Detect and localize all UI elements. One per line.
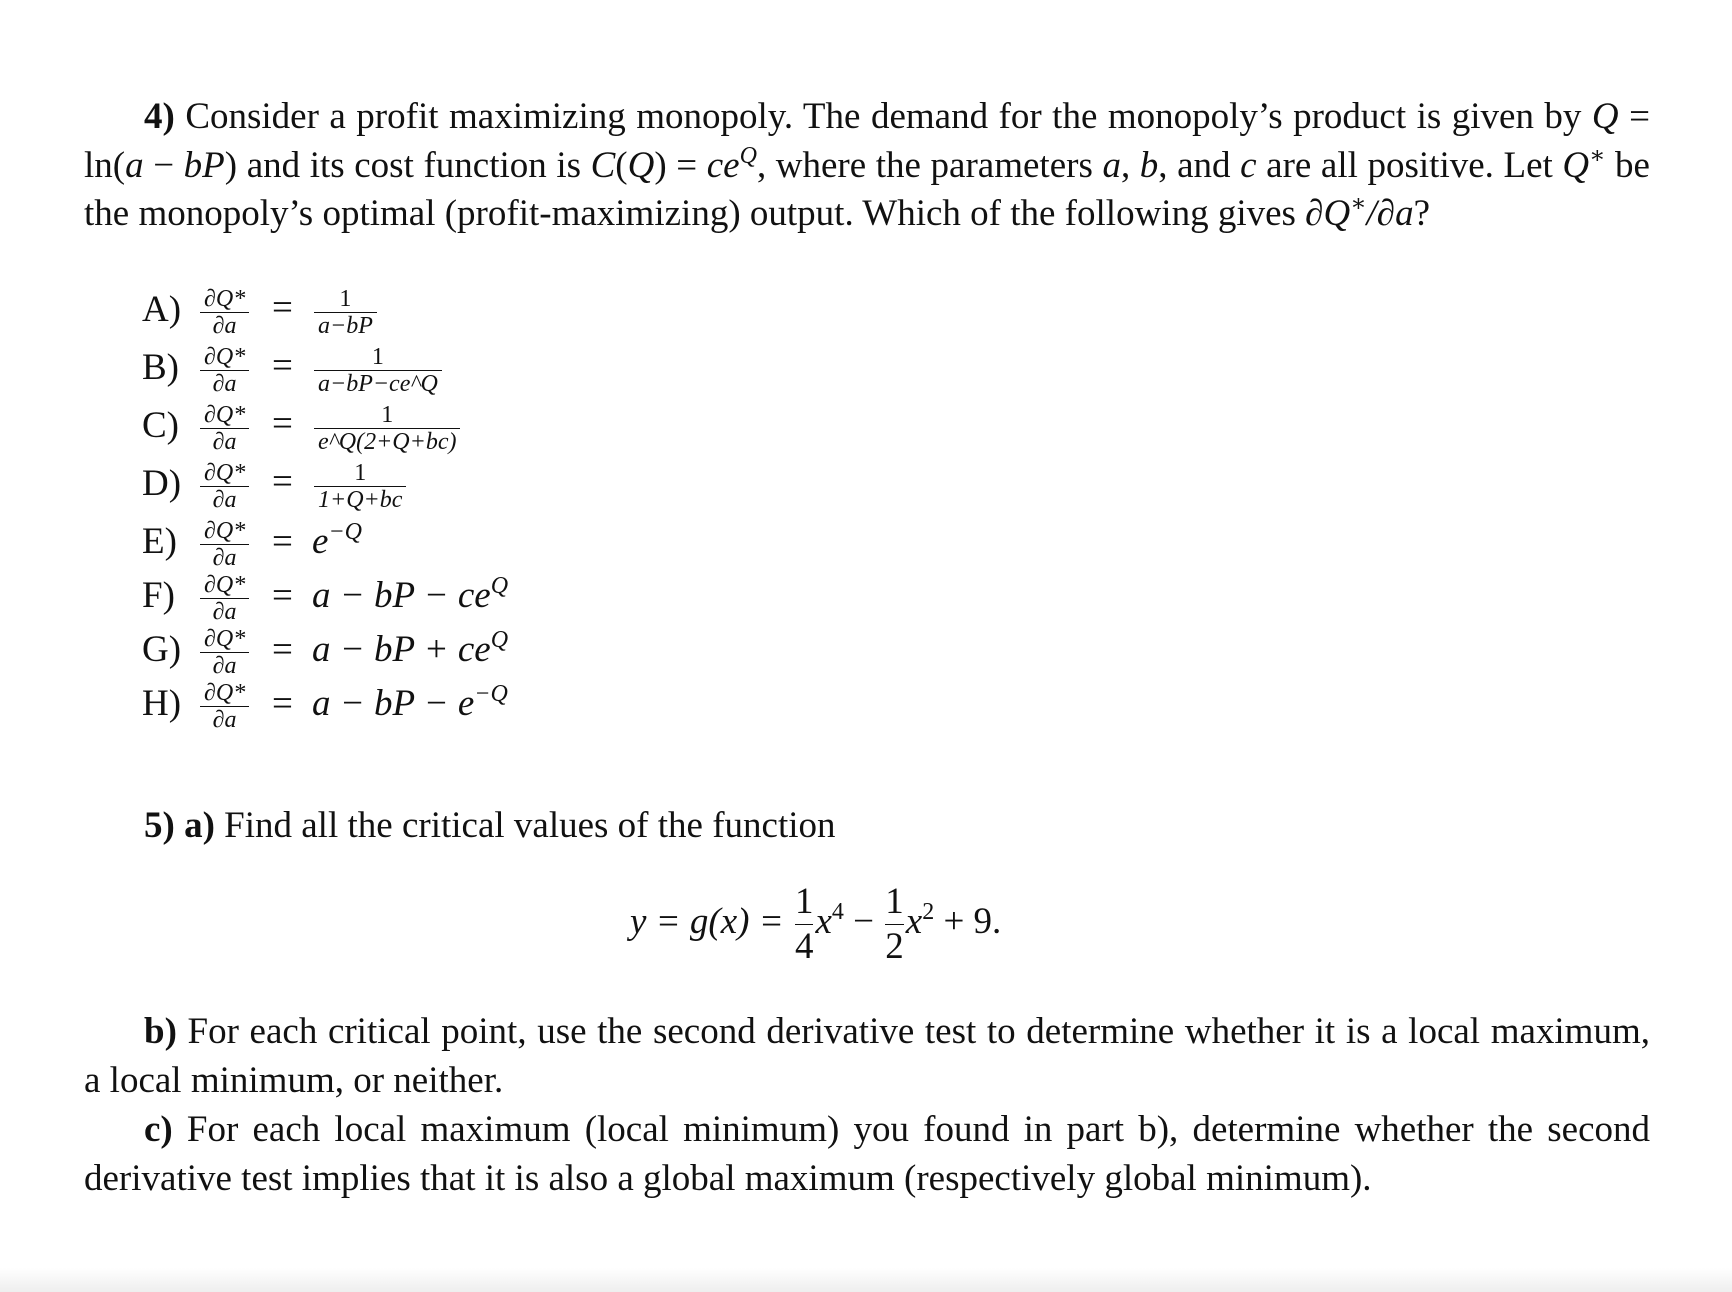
option-label: D)	[142, 463, 182, 504]
lhs-fraction	[200, 286, 249, 339]
denominator: ∂a	[212, 313, 237, 339]
text: the following gives	[1010, 193, 1306, 234]
var: c	[1240, 144, 1257, 186]
denominator: 4	[794, 926, 814, 967]
text: −	[143, 144, 184, 186]
lhs-fraction	[200, 344, 249, 397]
fraction-bar	[795, 924, 814, 925]
rhs-expression	[312, 520, 362, 563]
page-bottom-edge	[0, 1268, 1732, 1292]
equation-lhs: y = g(x) =	[630, 900, 784, 942]
part-b-label: b)	[144, 1011, 177, 1052]
text: , and	[1158, 144, 1231, 186]
function-equation	[630, 880, 1001, 990]
part-b-text: For each critical point, use the second derivative test to determine whether it is a local maximum, a local minimum, or neither.	[84, 1011, 1650, 1101]
expression: a − bP + ce	[312, 629, 491, 670]
denominator: ∂a	[212, 653, 237, 679]
var: bP	[183, 144, 225, 186]
text: given by	[1451, 96, 1592, 137]
lhs-fraction	[200, 518, 249, 571]
numerator: ∂Q*	[204, 344, 246, 370]
equals: =	[272, 403, 293, 444]
lhs-fraction	[200, 402, 249, 455]
var: a	[125, 144, 144, 186]
text: ) and its cost function is	[224, 144, 591, 186]
equals: =	[272, 461, 293, 502]
problem5-number: 5)	[144, 805, 175, 846]
text: ,	[1120, 144, 1140, 186]
var: ce	[706, 144, 740, 186]
exponent: Q	[490, 627, 509, 653]
numerator: ∂Q*	[204, 402, 246, 428]
rhs-expression	[312, 682, 508, 725]
rhs-fraction	[314, 402, 460, 455]
text: ?	[1413, 193, 1431, 234]
equals: =	[272, 575, 293, 616]
equals: =	[272, 683, 293, 724]
numerator: ∂Q*	[204, 572, 246, 598]
var: Q	[1591, 96, 1619, 137]
exponent: ∗	[1589, 142, 1606, 169]
rhs-fraction	[314, 460, 406, 513]
rhs-expression	[312, 574, 508, 617]
equals: =	[272, 521, 293, 562]
denominator: ∂a	[212, 487, 237, 513]
var: x	[815, 900, 832, 942]
expression: a − bP − e	[312, 683, 475, 724]
constant: + 9.	[943, 900, 1002, 942]
numerator: ∂Q*	[204, 460, 246, 486]
part-a-label: a)	[184, 805, 215, 846]
exponent: 2	[922, 898, 935, 925]
equals: =	[272, 629, 293, 670]
exponent: −Q	[474, 681, 508, 707]
denominator: a−bP	[318, 313, 373, 339]
numerator: ∂Q*	[204, 518, 246, 544]
minus: −	[853, 900, 874, 942]
var: b	[1139, 144, 1159, 186]
option-label: B)	[142, 347, 179, 388]
numerator: 1	[381, 402, 394, 428]
text: ) =	[654, 144, 707, 186]
denominator: ∂a	[212, 599, 237, 625]
lhs-fraction	[200, 460, 249, 513]
problem4-statement	[84, 93, 1650, 239]
expression: e	[312, 521, 329, 562]
var: a	[1102, 144, 1121, 186]
equals: =	[272, 345, 293, 386]
var: Q	[1562, 144, 1590, 186]
numerator: ∂Q*	[204, 626, 246, 652]
fraction-one-quarter	[795, 880, 814, 969]
var: Q	[627, 144, 655, 186]
numerator: 1	[371, 344, 384, 370]
text: be the monopoly’s optimal (profit-maximizing) output. Which of	[84, 144, 1650, 234]
exponent: ∗	[1350, 191, 1367, 217]
denominator: ∂a	[212, 707, 237, 733]
numerator: ∂Q*	[204, 286, 246, 312]
var: x	[905, 900, 923, 942]
fraction-one-half	[885, 880, 904, 969]
exponent: 4	[831, 898, 844, 925]
text: = ln(	[84, 96, 1651, 186]
problem4-line1: Consider a profit maximizing monopoly. The demand for the monopoly’s product is	[185, 96, 1442, 137]
rhs-expression	[312, 628, 508, 671]
option-label: G)	[142, 629, 182, 670]
numerator: 1	[794, 881, 814, 922]
part-c-text: For each local maximum (local minimum) you found in part b), determine whether the second derivative test implies that it is also a global maximum (respectively global minimum).	[84, 1109, 1651, 1199]
option-label: H)	[142, 683, 182, 724]
text: (	[615, 144, 628, 186]
expression: a − bP − ce	[312, 575, 491, 616]
numerator: 1	[885, 881, 904, 922]
lhs-fraction	[200, 680, 249, 733]
var: /∂a	[1366, 193, 1414, 234]
part-a-text: Find all the critical values of the function	[224, 805, 836, 846]
exponent: Q	[739, 142, 757, 169]
problem5-part-a	[144, 802, 1644, 851]
denominator: ∂a	[212, 429, 237, 455]
numerator: 1	[354, 460, 367, 486]
numerator: 1	[339, 286, 352, 312]
text: , where the parameters	[756, 144, 1103, 186]
var: ∂Q	[1305, 193, 1351, 234]
denominator: ∂a	[212, 371, 237, 397]
numerator: ∂Q*	[204, 680, 246, 706]
exponent: Q	[490, 573, 509, 599]
option-label: F)	[142, 575, 175, 616]
rhs-fraction	[314, 286, 377, 339]
lhs-fraction	[200, 572, 249, 625]
denominator: 2	[885, 926, 904, 967]
part-c-label: c)	[144, 1109, 173, 1150]
fraction-bar	[885, 924, 904, 925]
equals: =	[272, 287, 293, 328]
problem5-part-c	[84, 1106, 1650, 1203]
problem4-number: 4)	[144, 96, 175, 137]
exponent: −Q	[328, 519, 362, 545]
denominator: e^Q(2+Q+bc)	[318, 429, 457, 455]
text: are all positive. Let	[1256, 144, 1563, 186]
denominator: a−bP−ce^Q	[318, 371, 438, 397]
option-label: C)	[142, 405, 179, 446]
var: C	[590, 144, 616, 186]
problem5-part-b	[84, 1008, 1650, 1105]
denominator: ∂a	[212, 545, 237, 571]
lhs-fraction	[200, 626, 249, 679]
option-label: A)	[142, 289, 182, 330]
rhs-fraction	[314, 344, 442, 397]
denominator: 1+Q+bc	[318, 487, 403, 513]
option-label: E)	[142, 521, 177, 562]
